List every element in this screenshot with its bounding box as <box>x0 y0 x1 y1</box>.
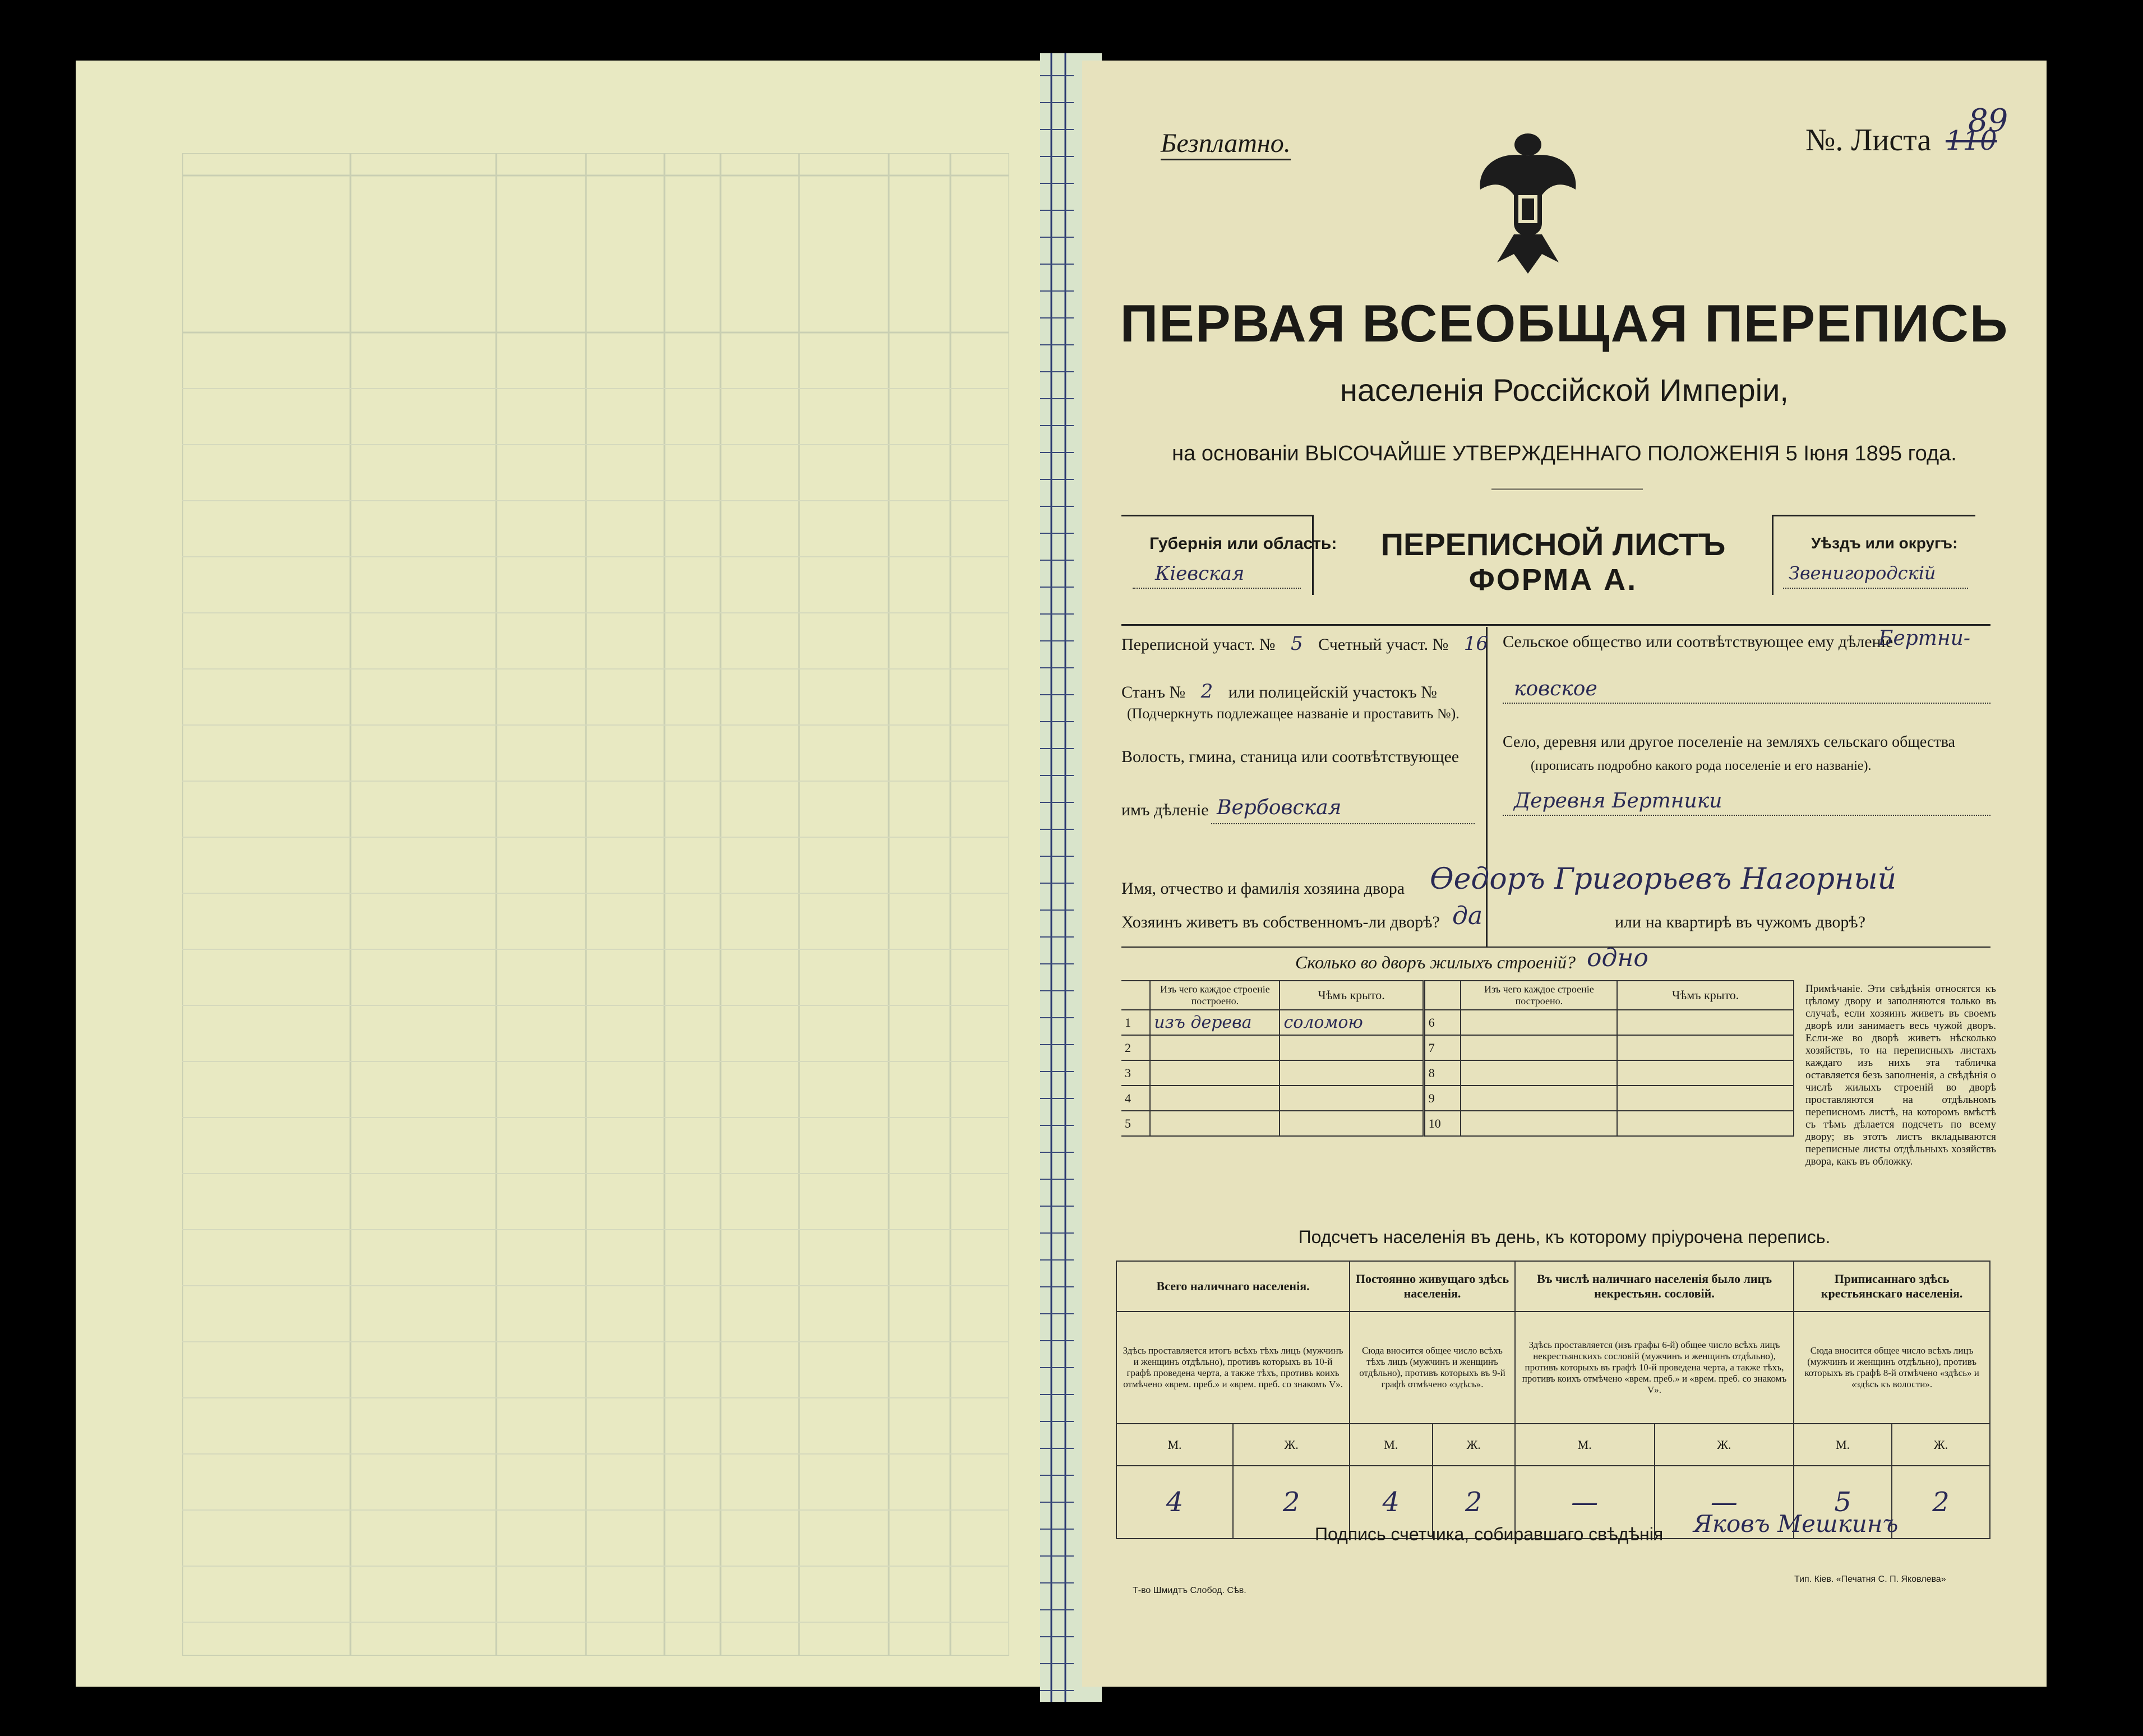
summary-col-desc: Здѣсь проставляется итогъ всѣхъ тѣхъ лицъ (мужчинъ и женщинъ отдѣльно), противъ которыхъ въ 10-й графѣ проведена черта, а также тѣхъ, противъ коихъ отмѣчено «врем. преб.» и «врем. преб. со знакомъ V». <box>1116 1312 1350 1424</box>
count-area-label: Счетный участ. № <box>1318 635 1449 654</box>
female-count: 2 <box>1433 1466 1515 1539</box>
buildings-label: Сколько во дворъ жилыхъ строеній? <box>1295 952 1576 972</box>
row-number: 2 <box>1121 1035 1150 1060</box>
male-label: М. <box>1116 1424 1233 1466</box>
header-number-cell-2 <box>1424 981 1461 1010</box>
building-roof <box>1617 1086 1794 1111</box>
male-count: — <box>1515 1466 1655 1539</box>
society-label: Сельское общество или соотвѣтствующее ему дѣленіе <box>1503 632 1893 651</box>
police-label: или полицейскій участокъ № <box>1228 683 1437 701</box>
village-underline <box>1503 815 1990 816</box>
form-main-title: ПЕРВАЯ ВСЕОБЩАЯ ПЕРЕПИСЬ <box>1120 294 2009 353</box>
row-number: 5 <box>1121 1111 1150 1136</box>
female-count: 2 <box>1233 1466 1350 1539</box>
summary-col-title: Приписаннаго здѣсь крестьянскаго населенія. <box>1794 1261 1990 1312</box>
left-page <box>76 61 1040 1687</box>
row-number: 3 <box>1121 1060 1150 1086</box>
summary-col-title: Постоянно живущаго здѣсь населенія. <box>1350 1261 1515 1312</box>
village-value: Деревня Бертники <box>1514 789 1722 812</box>
district-underline <box>1783 588 1968 589</box>
row-number: 7 <box>1424 1035 1461 1060</box>
fields-divider <box>1486 627 1488 947</box>
female-count: 2 <box>1892 1466 1990 1539</box>
village-note: (прописать подробно какого рода поселеніе и его названіе). <box>1531 759 1872 773</box>
row-number: 8 <box>1424 1060 1461 1086</box>
sheet-number-value: 110 <box>1946 125 1997 156</box>
volost-value: Вербовская <box>1217 796 1342 819</box>
form-subtitle: населенія Россійской Имперіи, <box>1340 372 1789 408</box>
village-label: Село, деревня или другое поселеніе на земляхъ сельскаго общества <box>1503 733 1955 751</box>
stan-value: 2 <box>1200 680 1213 703</box>
province-label: Губернія или область: <box>1149 534 1337 553</box>
building-material <box>1461 1111 1617 1136</box>
owner-value: Ѳедоръ Григорьевъ Нагорный <box>1430 862 1897 896</box>
population-summary-table <box>1116 1261 1990 1539</box>
female-label: Ж. <box>1892 1424 1990 1466</box>
male-label: М. <box>1350 1424 1432 1466</box>
building-material <box>1461 1060 1617 1086</box>
census-form-page <box>1082 61 2047 1687</box>
district-value: Звенигородскій <box>1789 562 1936 584</box>
female-label: Ж. <box>1233 1424 1350 1466</box>
building-row <box>1121 1010 1794 1035</box>
building-material <box>1150 1086 1280 1111</box>
page-number: 89 <box>1968 103 2008 139</box>
fields-bottom-border <box>1121 947 1990 948</box>
province-underline <box>1133 588 1301 589</box>
rent-label: или на квартирѣ въ чужомъ дворѣ? <box>1615 913 1866 931</box>
buildings-value: одно <box>1587 944 1648 972</box>
building-material: изъ дерева <box>1150 1010 1280 1035</box>
form-title-1: ПЕРЕПИСНОЙ ЛИСТЪ <box>1380 527 1726 562</box>
building-material <box>1461 1086 1617 1111</box>
volost-underline <box>1211 823 1475 824</box>
building-roof <box>1280 1111 1424 1136</box>
ornament-divider <box>1491 488 1643 490</box>
imperial-eagle-emblem <box>1475 128 1581 274</box>
building-roof <box>1617 1035 1794 1060</box>
faded-table-grid <box>182 153 1009 1656</box>
row-number: 6 <box>1424 1010 1461 1035</box>
male-label: М. <box>1515 1424 1655 1466</box>
male-count: 5 <box>1794 1466 1892 1539</box>
stan-label: Станъ № <box>1121 683 1186 701</box>
col-roof-right: Чѣмъ крыто. <box>1617 981 1794 1010</box>
building-row <box>1121 1111 1794 1136</box>
society-value-2: ковское <box>1514 677 1597 700</box>
building-row <box>1121 1035 1794 1060</box>
building-material <box>1150 1060 1280 1086</box>
summary-col-title: Всего наличнаго населенія. <box>1116 1261 1350 1312</box>
society-value-1: Бертни- <box>1878 627 1971 650</box>
summary-col-desc: Здѣсь проставляется (изъ графы 6-й) общее число всѣхъ лицъ некрестьянскихъ сословій (мужчинъ и женщинъ отдѣльно), противъ которыхъ въ графѣ 10-й проведена черта, а также тѣхъ, противъ коихъ отмѣчено «врем. преб.» и «врем. преб. со знакомъ V». <box>1515 1312 1794 1424</box>
summary-heading: Подсчетъ населенія въ день, къ которому пріурочена перепись. <box>1298 1227 1831 1247</box>
row-number: 9 <box>1424 1086 1461 1111</box>
male-label: М. <box>1794 1424 1892 1466</box>
building-row <box>1121 1086 1794 1111</box>
fields-top-border <box>1121 624 1990 626</box>
building-row <box>1121 1060 1794 1086</box>
census-area-value: 5 <box>1291 632 1303 655</box>
form-basis-line: на основаніи ВЫСОЧАЙШЕ УТВЕРЖДЕННАГО ПОЛОЖЕНІЯ 5 Іюня 1895 года. <box>1172 442 1957 465</box>
female-label: Ж. <box>1433 1424 1515 1466</box>
male-count: 4 <box>1350 1466 1432 1539</box>
signature-label: Подпись счетчика, собиравшаго свѣдѣнія <box>1315 1524 1664 1544</box>
building-material <box>1150 1035 1280 1060</box>
summary-col-desc: Сюда вносится общее число всѣхъ лицъ (мужчинъ и женщинъ отдѣльно), противъ которыхъ въ графѣ 8-й отмѣчено «здѣсь» и «здѣсь къ волости». <box>1794 1312 1990 1424</box>
volost-label: Волость, гмина, станица или соотвѣтствующее <box>1121 747 1460 766</box>
printer-footer-right: Тип. Кіев. «Печатня С. П. Яковлева» <box>1794 1575 1946 1584</box>
building-roof <box>1280 1086 1424 1111</box>
summary-col-title: Въ числѣ наличнаго населенія было лицъ некрестьян. сословій. <box>1515 1261 1794 1312</box>
note-text: Примѣчаніе. Эти свѣдѣнія относятся къ цѣлому двору и заполняются только въ случаѣ, если хозяинъ живетъ въ своемъ дворѣ или занимаетъ весь чужой дворъ. Если-же во дворѣ живетъ нѣсколько хозяйствъ, то на переписныхъ листахъ каждаго изъ нихъ эта табличка оставляется безъ заполненія, а свѣдѣнія о числѣ жилыхъ строеній во дворѣ проставляются на отдѣльномъ переписномъ листѣ, на которомъ вмѣстѣ съ тѣмъ дѣлается подсчетъ по всему двору; въ этотъ листъ вкладываются переписные листы отдѣльныхъ хозяйствъ двора, какъ въ обложку. <box>1805 983 1996 1167</box>
count-area-value: 16 <box>1463 632 1489 655</box>
own-yard-value: да <box>1452 902 1483 930</box>
sheet-number-label: №. Листа <box>1805 123 1932 158</box>
building-roof <box>1617 1111 1794 1136</box>
volost-label-2: имъ дѣленіе <box>1121 801 1209 819</box>
census-area-label: Переписной участ. № <box>1121 635 1276 654</box>
building-material <box>1461 1035 1617 1060</box>
own-yard-label: Хозяинъ живетъ въ собственномъ-ли дворѣ? <box>1121 913 1440 931</box>
col-material-right: Изъ чего каждое строеніе построено. <box>1461 981 1617 1010</box>
building-material <box>1461 1010 1617 1035</box>
building-roof <box>1280 1035 1424 1060</box>
province-value: Кіевская <box>1155 562 1245 585</box>
building-roof <box>1617 1010 1794 1035</box>
female-label: Ж. <box>1655 1424 1794 1466</box>
signature-value: Яковъ Мешкинъ <box>1693 1510 1899 1538</box>
society-underline <box>1503 703 1990 704</box>
stan-note: (Подчеркнуть подлежащее названіе и проставить №). <box>1127 705 1460 722</box>
building-roof <box>1280 1060 1424 1086</box>
building-roof <box>1617 1060 1794 1086</box>
col-material-left: Изъ чего каждое строеніе построено. <box>1150 981 1280 1010</box>
free-label: Безплатно. <box>1161 128 1291 160</box>
col-roof-left: Чѣмъ крыто. <box>1280 981 1424 1010</box>
male-count: 4 <box>1116 1466 1233 1539</box>
row-number: 10 <box>1424 1111 1461 1136</box>
form-title-2: ФОРМА А. <box>1468 563 1638 597</box>
summary-col-desc: Сюда вносится общее число всѣхъ тѣхъ лицъ (мужчинъ и женщинъ отдѣльно), противъ которыхъ въ 9-й графѣ отмѣчено «здѣсь». <box>1350 1312 1515 1424</box>
owner-label: Имя, отчество и фамилія хозяина двора <box>1121 879 1405 898</box>
census-area-row <box>1121 632 1488 655</box>
buildings-table <box>1121 980 1794 1137</box>
row-number: 4 <box>1121 1086 1150 1111</box>
printer-footer-left: Т-во Шмидтъ Слобод. Сѣв. <box>1133 1586 1246 1595</box>
row-number: 1 <box>1121 1010 1150 1035</box>
building-material <box>1150 1111 1280 1136</box>
building-roof: соломою <box>1280 1010 1424 1035</box>
header-number-cell <box>1121 981 1150 1010</box>
stan-row <box>1121 680 1437 703</box>
district-label: Уѣздъ или округъ: <box>1811 534 1958 552</box>
female-count: — <box>1655 1466 1794 1539</box>
